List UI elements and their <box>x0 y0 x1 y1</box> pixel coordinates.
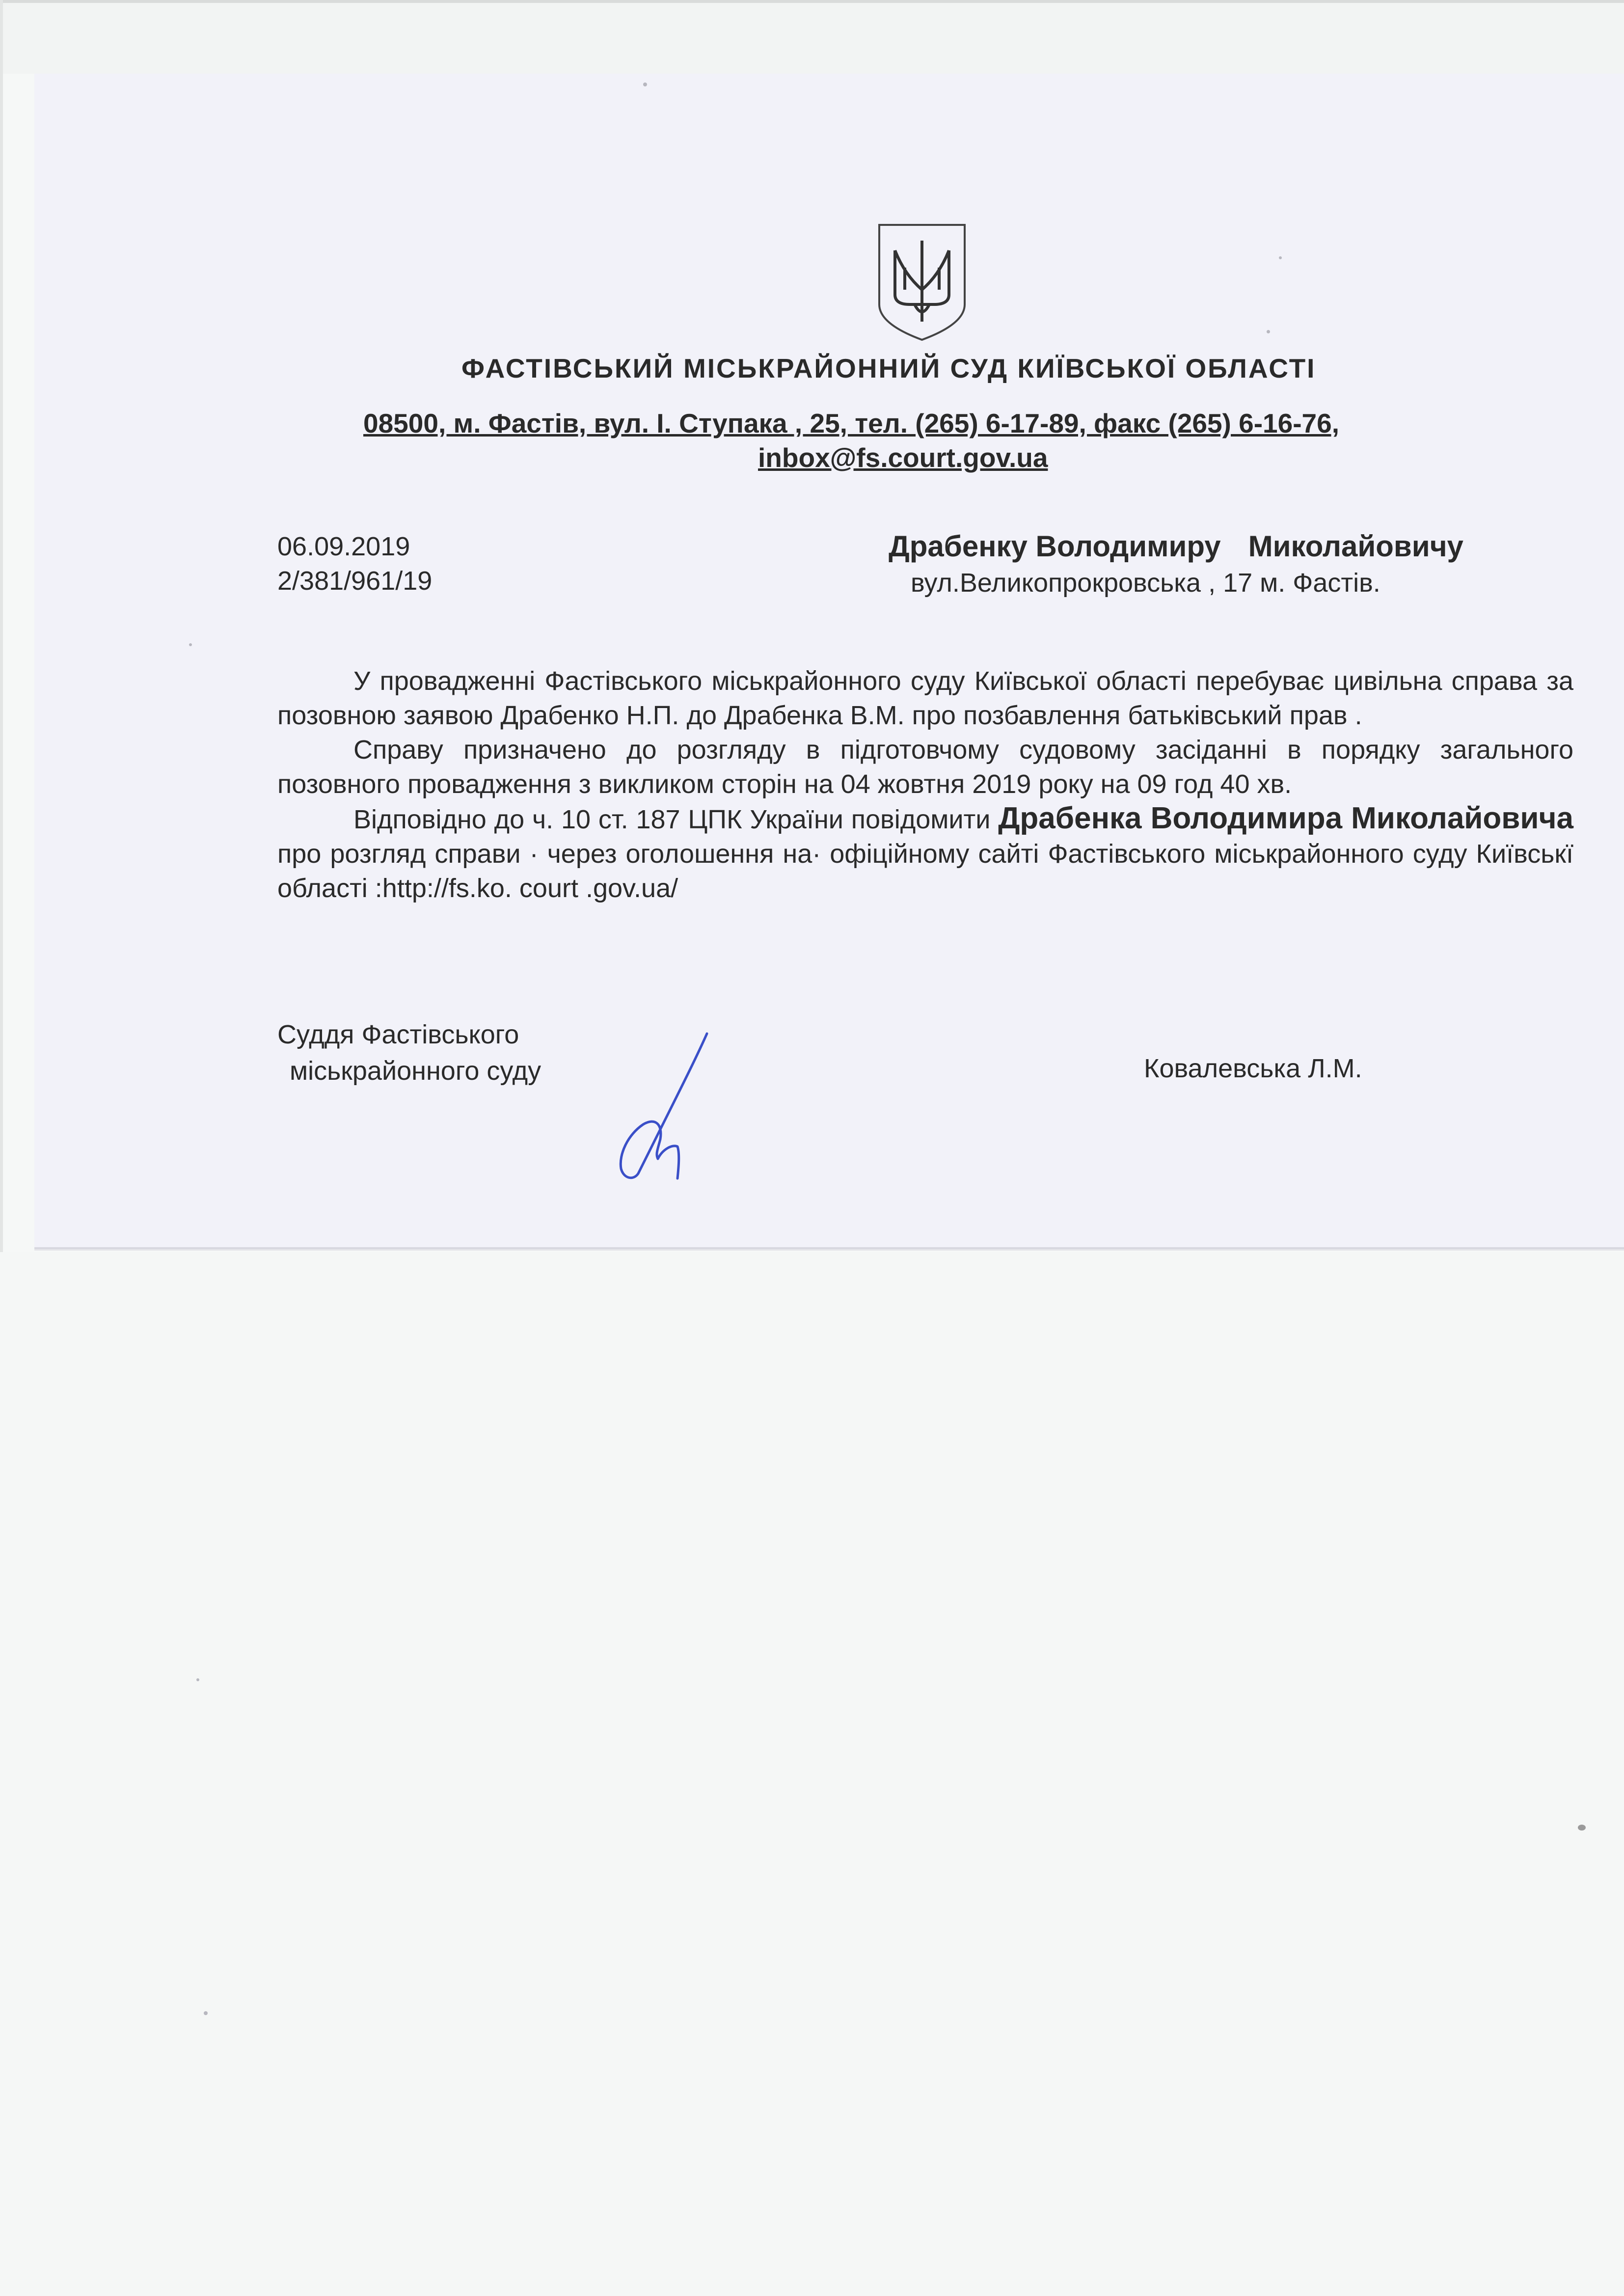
body-paragraph-3 <box>277 801 1573 905</box>
court-email-address: inbox@fs.court.gov <box>758 442 1009 473</box>
body-paragraph-3-end: про розгляд справи · через оголошення на· офіційному сайті Фастівського міськрайонного суду Київськї області :http://fs.ko. court .gov.ua/ <box>277 839 1573 903</box>
body-paragraph-3-start: Відповідно до ч. 10 ст. 187 ЦПК України повідомити <box>353 805 999 834</box>
scan-speck <box>643 82 647 86</box>
court-email-suffix: .ua <box>1008 442 1048 473</box>
judge-title-line-1: Суддя Фастівського <box>277 1020 519 1049</box>
court-name: ФАСТІВСЬКИЙ МІСЬКРАЙОННИЙ СУД КИЇВСЬКОЇ ОБЛАСТІ <box>461 353 1316 383</box>
handwritten-signature <box>609 1026 736 1188</box>
judge-title <box>277 1016 541 1089</box>
body-paragraph-2: Справу призначено до розгляду в підготовчому судовому засіданні в порядку загального позовного провадження з викликом сторін на 04 жовтня 2019 року на 09 год 40 хв. <box>277 735 1573 799</box>
letter-sheet <box>34 74 1624 1249</box>
scan-edge-top <box>0 0 1624 3</box>
scan-speck <box>1267 330 1270 333</box>
recipient-name-part1: Драбенку Володимиру <box>889 530 1221 563</box>
trident-coat-of-arms-icon <box>875 221 969 344</box>
court-email <box>758 442 1048 473</box>
judge-name: Ковалевська Л.М. <box>1144 1054 1362 1083</box>
letter-date: 06.09.2019 <box>277 532 410 561</box>
scan-background-lower <box>0 1252 1624 2296</box>
body-paragraph-1: У провадженні Фастівського міськрайонного суду Київської області перебуває цивільна справа за позовною заявою Драбенко Н.П. до Драбенка В.М. про позбавлення батьківський прав . <box>277 666 1573 730</box>
scan-speck <box>1279 256 1282 259</box>
recipient-address: вул.Великопрокровська , 17 м. Фастів. <box>911 568 1380 598</box>
scan-speck <box>189 643 192 646</box>
recipient-name <box>889 529 1551 563</box>
defendant-name: Драбенка Володимира Миколайовича <box>998 801 1573 835</box>
judge-title-line-2: міськрайонного суду <box>290 1056 541 1086</box>
recipient-name-part2: Миколайовичу <box>1248 530 1463 563</box>
scan-speck <box>196 1678 199 1681</box>
scan-speck <box>204 2011 208 2015</box>
scan-background-top <box>0 0 1624 74</box>
case-number: 2/381/961/19 <box>277 566 433 596</box>
scan-speck <box>1578 1825 1586 1831</box>
court-address: 08500, м. Фастів, вул. І. Ступака , 25, тел. (265) 6-17-89, факс (265) 6-16-76, <box>363 408 1339 438</box>
letter-body <box>277 664 1573 905</box>
